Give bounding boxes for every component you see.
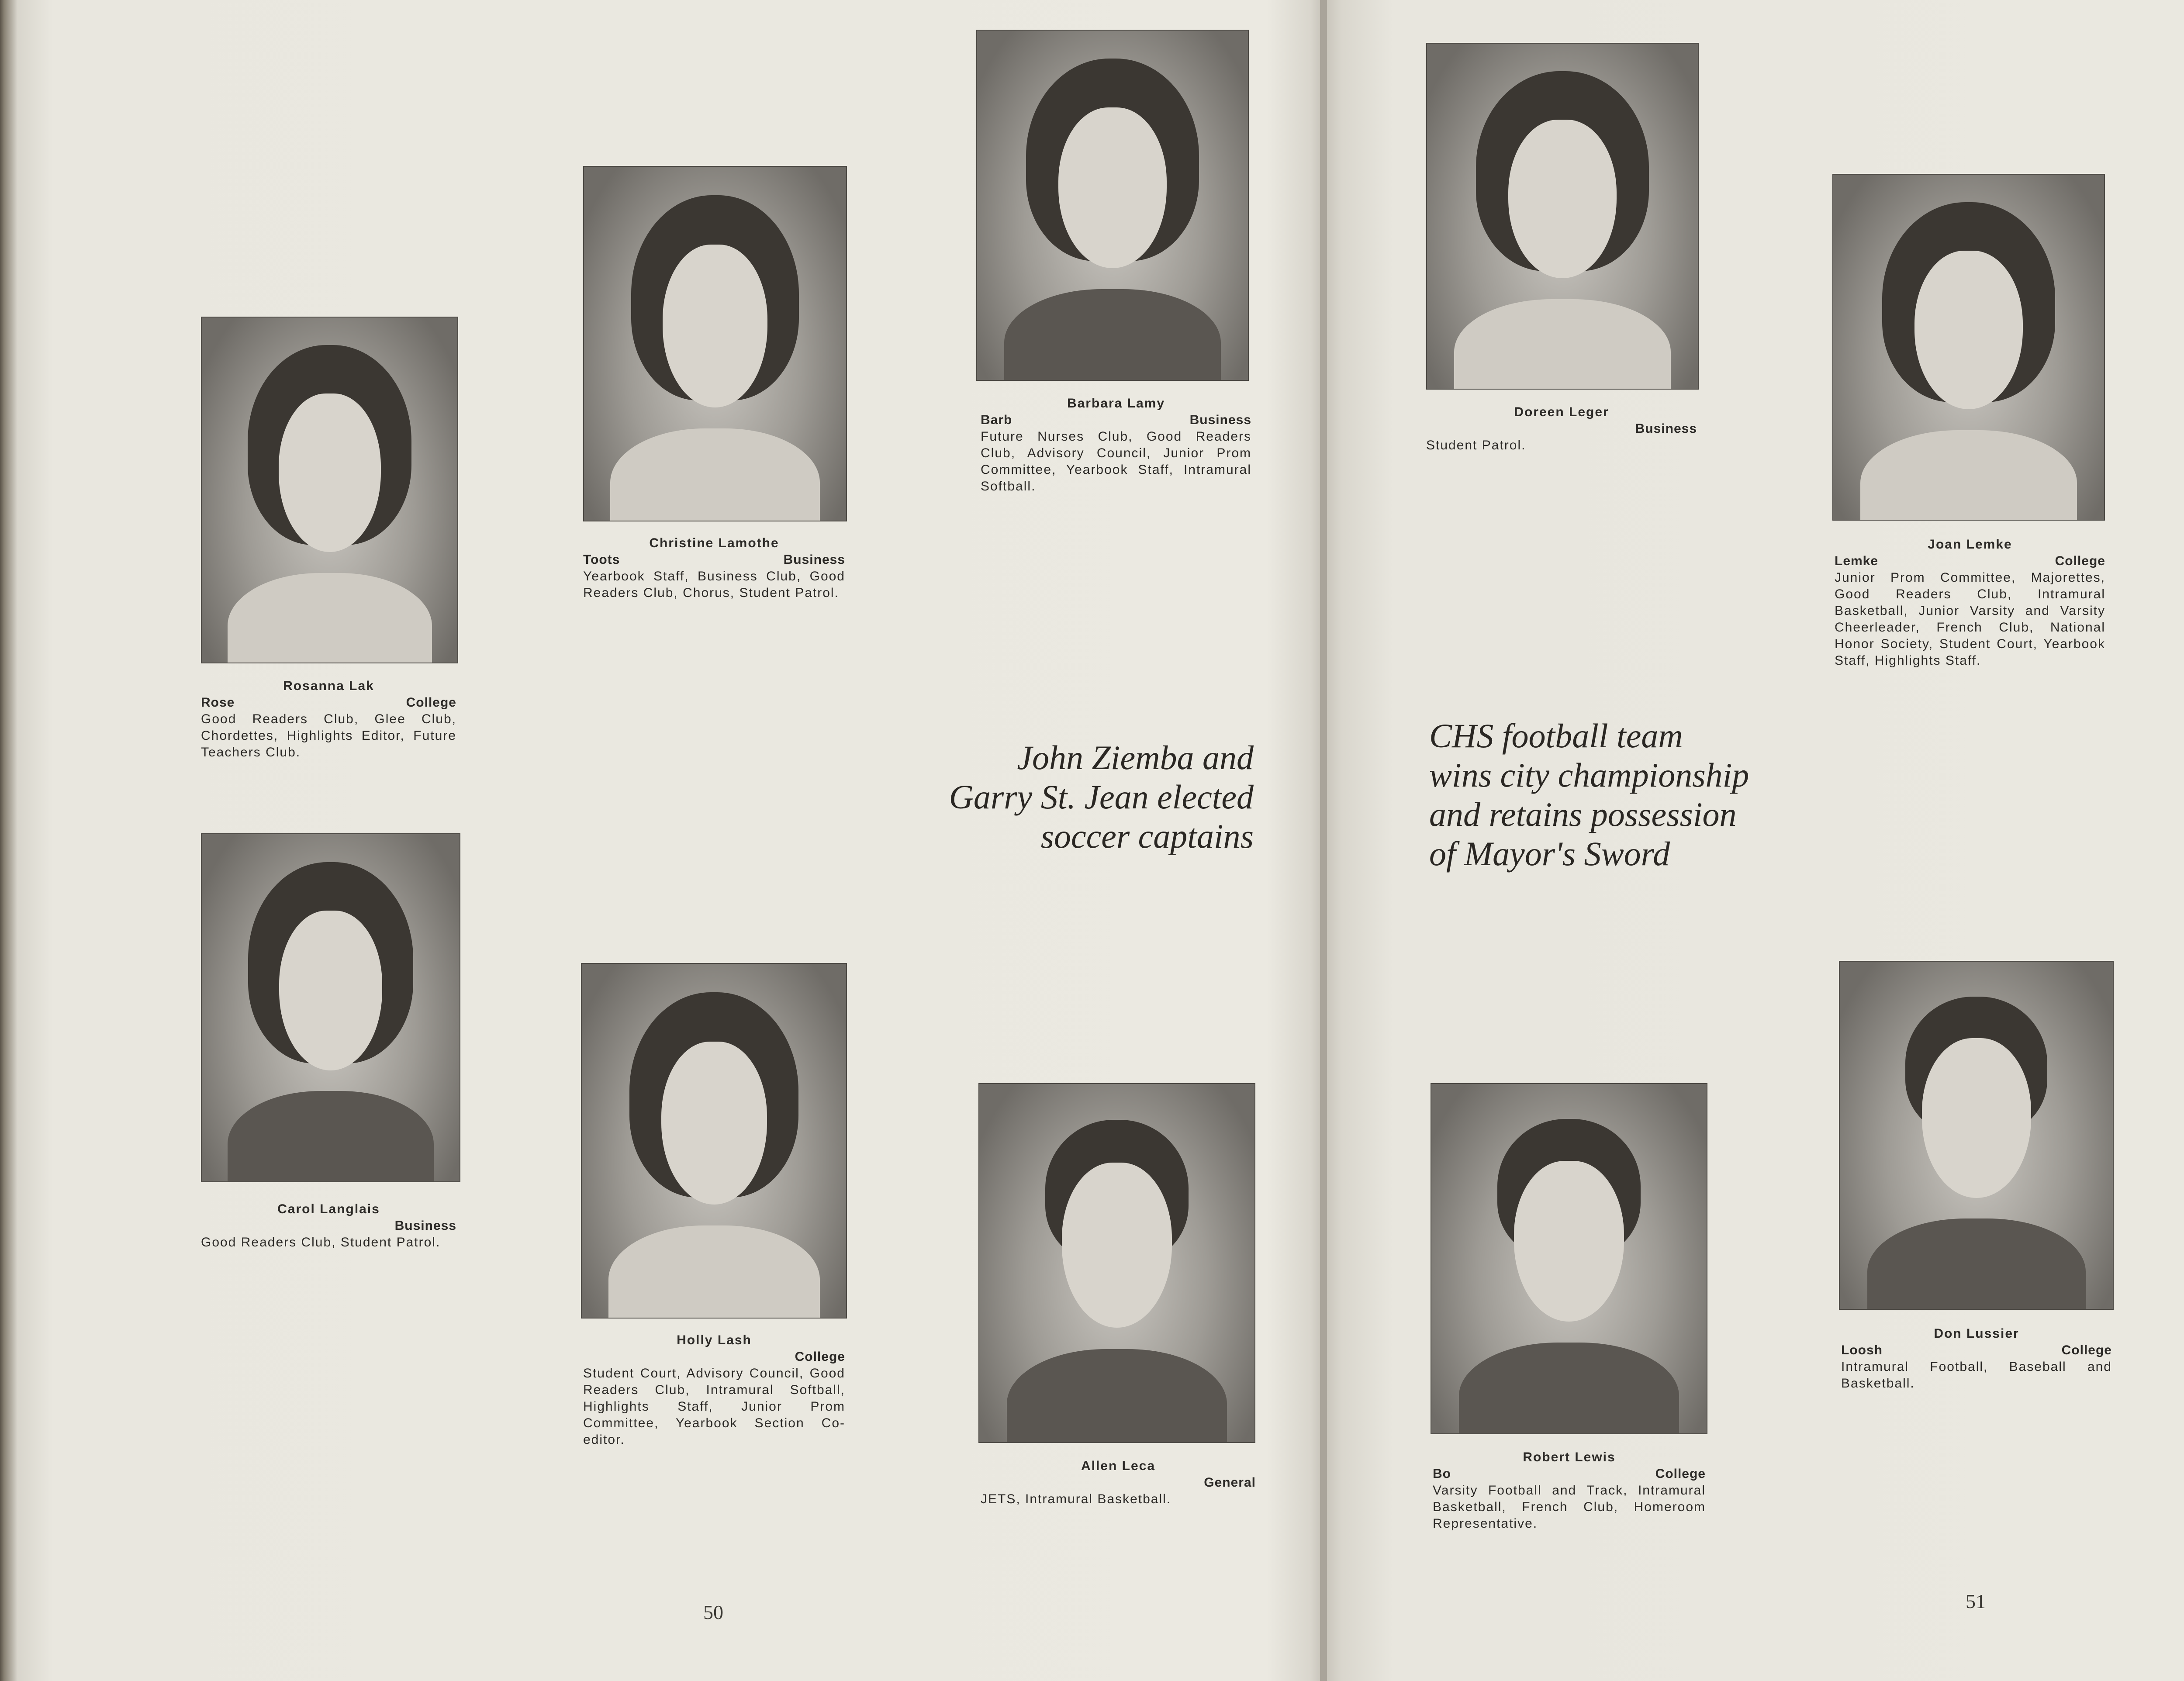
student-course: Business xyxy=(394,1218,456,1233)
student-name: Doreen Leger xyxy=(1514,405,1609,419)
headline-football xyxy=(1429,716,1822,873)
student-activities: Good Readers Club, Student Patrol. xyxy=(201,1235,441,1250)
portrait-face xyxy=(279,911,382,1070)
headline-line: and retains possession xyxy=(1429,795,1737,833)
student-entry xyxy=(1426,404,1697,454)
student-activities: JETS, Intramural Basketball. xyxy=(981,1492,1171,1506)
student-name: Robert Lewis xyxy=(1523,1450,1616,1464)
student-meta xyxy=(201,694,456,711)
student-nickname: Toots xyxy=(583,552,620,567)
portrait-photo xyxy=(201,317,458,663)
student-meta xyxy=(981,412,1251,428)
portrait-face xyxy=(1922,1038,2031,1198)
portrait-photo xyxy=(1839,961,2114,1310)
student-course: Business xyxy=(1189,413,1251,427)
portrait-body xyxy=(610,428,820,521)
portrait-photo xyxy=(1431,1083,1707,1434)
portrait-face xyxy=(663,245,767,407)
headline-line: soccer captains xyxy=(1040,817,1254,855)
student-course: College xyxy=(795,1350,845,1364)
portrait-face xyxy=(1062,1163,1172,1327)
student-name: Barbara Lamy xyxy=(1067,396,1165,411)
headline-soccer xyxy=(865,738,1254,856)
page-number-left: 50 xyxy=(703,1601,723,1623)
headline-line: Garry St. Jean elected xyxy=(949,778,1254,816)
student-course: General xyxy=(1204,1475,1256,1490)
student-name: Rosanna Lak xyxy=(283,679,374,693)
student-activities: Varsity Football and Track, Intramural Basketball, French Club, Homeroom Representative. xyxy=(1433,1483,1706,1531)
student-entry xyxy=(201,678,456,761)
headline-line: John Ziemba and xyxy=(1017,739,1254,777)
headline-line: wins city championship xyxy=(1429,756,1749,794)
portrait-body xyxy=(228,1091,434,1182)
portrait-photo xyxy=(978,1083,1255,1443)
student-name: Holly Lash xyxy=(677,1333,752,1347)
student-activities: Yearbook Staff, Business Club, Good Readers Club, Chorus, Student Patrol. xyxy=(583,569,845,600)
student-activities: Future Nurses Club, Good Readers Club, Advisory Council, Junior Prom Committee, Yearbook Staff, Intramural Softball. xyxy=(981,429,1251,494)
student-meta xyxy=(1835,553,2105,570)
student-activities: Student Court, Advisory Council, Good Readers Club, Intramural Softball, Highlights Staff, Junior Prom Committee, Yearbook Section Co-editor. xyxy=(583,1366,845,1447)
student-name: Joan Lemke xyxy=(1928,537,2012,552)
student-entry xyxy=(583,535,845,601)
student-meta xyxy=(583,552,845,568)
portrait-photo xyxy=(581,963,847,1319)
student-name: Allen Leca xyxy=(1081,1459,1156,1473)
page-number-right: 51 xyxy=(1966,1590,1986,1612)
portrait-photo xyxy=(201,833,460,1182)
student-name: Don Lussier xyxy=(1934,1326,2019,1341)
portrait-face xyxy=(1058,107,1167,268)
student-activities: Good Readers Club, Glee Club, Chordettes, Highlights Editor, Future Teachers Club. xyxy=(201,712,456,759)
portrait-photo xyxy=(1426,43,1699,390)
portrait-face xyxy=(1508,120,1617,278)
portrait-body xyxy=(1860,430,2077,521)
student-activities: Intramural Football, Baseball and Basketball. xyxy=(1841,1360,2112,1391)
portrait-photo xyxy=(976,30,1249,381)
portrait-face xyxy=(279,393,381,552)
student-course: College xyxy=(1655,1467,1706,1481)
headline-line: CHS football team xyxy=(1429,717,1683,755)
portrait-body xyxy=(1007,1349,1227,1443)
student-nickname: Barb xyxy=(981,413,1013,427)
student-nickname: Rose xyxy=(201,695,235,710)
portrait-photo xyxy=(583,166,847,521)
student-entry xyxy=(981,395,1251,495)
portrait-body xyxy=(1454,299,1671,390)
student-entry xyxy=(1841,1325,2112,1392)
student-entry xyxy=(583,1332,845,1448)
student-entry xyxy=(1835,536,2105,669)
student-entry xyxy=(981,1458,1256,1508)
student-nickname: Lemke xyxy=(1835,554,1879,568)
portrait-photo xyxy=(1832,174,2105,521)
book-gutter xyxy=(1320,0,1327,1681)
portrait-body xyxy=(228,573,432,663)
student-meta xyxy=(1433,1466,1706,1482)
student-entry xyxy=(201,1201,456,1251)
portrait-body xyxy=(608,1225,820,1319)
student-nickname: Bo xyxy=(1433,1467,1451,1481)
student-name: Christine Lamothe xyxy=(649,536,779,550)
headline-line: of Mayor's Sword xyxy=(1429,835,1670,873)
student-activities: Junior Prom Committee, Majorettes, Good Readers Club, Intramural Basketball, Junior Varsity and Varsity Cheerleader, French Club, National Honor Society, Student Court, Yearbook Staff, Highlights Staff. xyxy=(1835,570,2105,668)
student-course: College xyxy=(2055,554,2105,568)
student-course: Business xyxy=(783,552,845,567)
student-course: College xyxy=(406,695,456,710)
student-course: College xyxy=(2061,1343,2112,1357)
portrait-body xyxy=(1867,1218,2086,1310)
portrait-face xyxy=(661,1042,767,1205)
student-name: Carol Langlais xyxy=(277,1202,380,1216)
student-nickname: Loosh xyxy=(1841,1343,1883,1357)
student-activities: Student Patrol. xyxy=(1426,438,1526,452)
portrait-face xyxy=(1914,251,2023,409)
portrait-body xyxy=(1004,289,1221,381)
portrait-body xyxy=(1459,1343,1679,1434)
portrait-face xyxy=(1514,1161,1624,1322)
student-entry xyxy=(1433,1449,1706,1532)
student-course: Business xyxy=(1635,421,1697,436)
student-meta xyxy=(1841,1342,2112,1359)
